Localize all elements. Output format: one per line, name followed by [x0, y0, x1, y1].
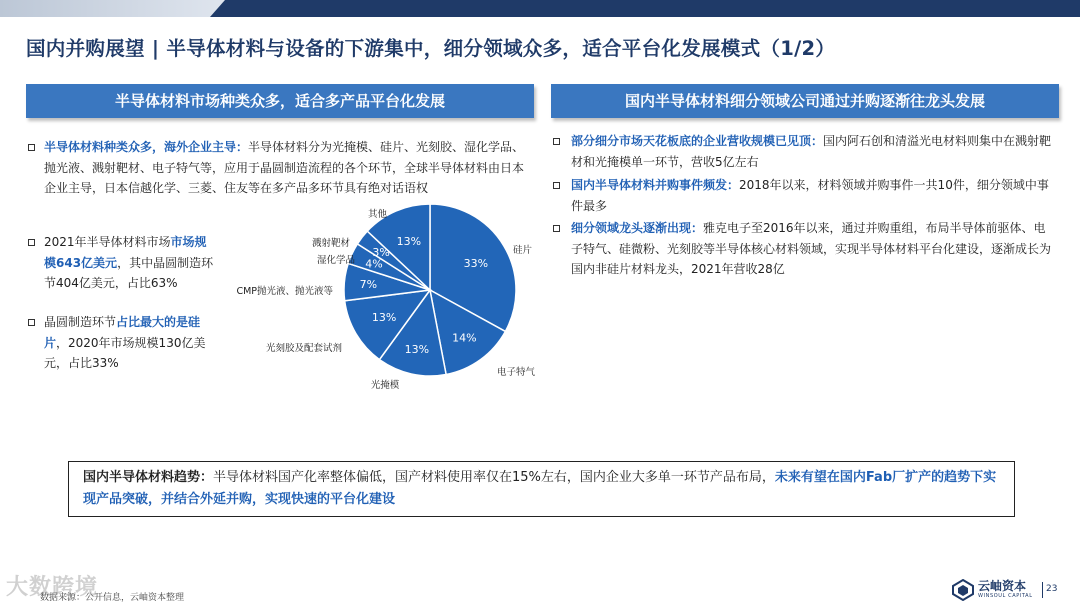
bullet-text: ，2020年市场规模130亿美元，占比33% [44, 335, 206, 370]
bullet-text: 2021年半导体材料市场 [44, 235, 171, 249]
watermark: 大数跨境 [6, 575, 99, 600]
bullet-square-icon [553, 225, 560, 232]
logo-mark-icon [952, 579, 974, 601]
top-banner [0, 0, 1080, 17]
summary-box [68, 461, 1015, 517]
bullet-text: 雅克电子至2016年以来，通过并购重组，布局半导体前驱体、电子特气、硅微粉、光刻胶等半导体核心材料领域，实现半导体材料平台化建设，逐渐成长为国内非硅片材料龙头，2021年营收28亿 [571, 221, 1052, 276]
company-logo [952, 578, 1033, 602]
left-panel-header: 半导体材料市场种类众多，适合多产品平台化发展 [26, 84, 534, 118]
summary-text: 半导体材料国产化率整体偏低，国产材料使用率仅在15%左右，国内企业大多单一环节产品布局， [213, 470, 775, 485]
pie-value-label: 13% [371, 311, 397, 325]
data-source-note: 数据来源：公开信息，云岫资本整理 [40, 593, 185, 603]
materials-pie-chart [205, 200, 535, 405]
pie-category-label: CMP抛光液、抛光液等 [236, 286, 333, 297]
pie-category-label: 其他 [367, 209, 387, 220]
logo-name-cn: 云岫资本 [978, 579, 1027, 593]
pie-category-label: 光掩模 [370, 380, 400, 391]
bullet-square-icon [553, 138, 560, 145]
bullet-highlight: 部分细分市场天花板底的企业营收规模已见顶： [571, 134, 824, 148]
top-banner-left [0, 0, 225, 17]
pie-value-label: 3% [372, 246, 390, 260]
summary-highlight: 未来有望在国内Fab厂扩产的趋势下实现产品突破，并结合外延并购，实现快速的平台化建设 [83, 470, 997, 507]
bullet-materials-types [28, 137, 528, 199]
right-panel-header: 国内半导体材料细分领域公司通过并购逐渐往龙头发展 [551, 84, 1059, 118]
pie-value-label: 33% [463, 256, 489, 270]
footer-divider [1042, 582, 1043, 598]
bullet-highlight: 占比最大的是硅片 [44, 315, 201, 350]
bullet-square-icon [553, 182, 560, 189]
bullet-highlight: 半导体材料种类众多，海外企业主导： [44, 140, 249, 154]
bullet-square-icon [28, 239, 35, 246]
pie-value-label: 14% [452, 331, 477, 345]
pie-value-label: 13% [396, 235, 422, 249]
pie-category-label: 硅片 [513, 245, 533, 256]
bullet-market-size [28, 232, 218, 294]
bullet-revenue-ceiling [553, 131, 1053, 172]
page-title: 国内并购展望 | 半导体材料与设备的下游集中，细分领域众多，适合平台化发展模式（1/2） [26, 37, 836, 60]
bullet-highlight: 市场规模643亿美元 [44, 235, 207, 270]
pie-svg [205, 200, 535, 405]
pie-category-label: 电子特气 [497, 367, 535, 378]
top-banner-right [210, 0, 1080, 17]
bullet-text: 国内阿石创和清溢光电材料则集中在溅射靶材和光掩模单一环节，营收5亿左右 [571, 134, 1052, 169]
pie-value-label: 4% [365, 257, 383, 271]
bullet-text: 晶圆制造环节 [44, 315, 117, 329]
summary-lead: 国内半导体材料趋势： [83, 470, 214, 485]
bullet-square-icon [28, 144, 35, 151]
logo-name-en: WINSOUL CAPITAL [978, 593, 1033, 599]
page-number: 23 [1046, 584, 1058, 594]
bullet-highlight: 细分领域龙头逐渐出现： [571, 221, 704, 235]
pie-value-label: 13% [404, 342, 430, 356]
bullet-leaders-emerging [553, 218, 1053, 280]
pie-category-label: 光刻胶及配套试剂 [265, 343, 342, 354]
pie-category-label: 湿化学品 [316, 255, 355, 266]
bullet-text: ，其中晶圆制造环节404亿美元，占比63% [44, 255, 214, 290]
pie-value-label: 7% [359, 278, 378, 292]
bullet-wafer-share [28, 312, 218, 374]
pie-category-label: 溅射靶材 [311, 238, 350, 249]
bullet-text: 半导体材料分为光掩模、硅片、光刻胶、湿化学品、抛光液、溅射靶材、电子特气等，应用于晶圆制造流程的各个环节，全球半导体材料由日本企业主导，日本信越化学、三菱、住友等在多产品多环节具有绝对话语权 [44, 140, 525, 195]
bullet-ma-events [553, 175, 1053, 216]
bullet-square-icon [28, 319, 35, 326]
bullet-text: 2018年以来，材料领域并购事件一共10件，细分领域中事件最多 [571, 178, 1049, 213]
bullet-highlight: 国内半导体材料并购事件频发： [571, 178, 740, 192]
